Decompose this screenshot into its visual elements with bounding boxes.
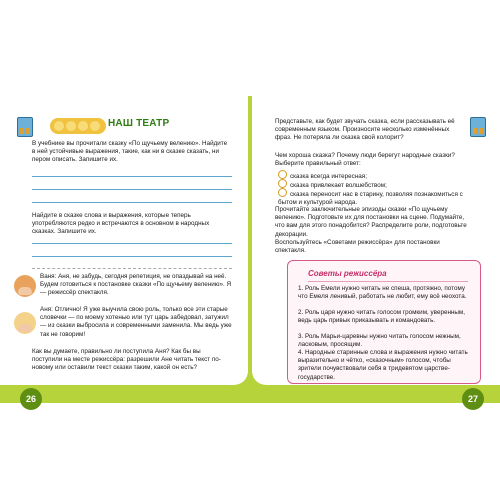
option-3[interactable]: сказка переносит нас в старину, позволяя познакомиться с бытом и культурой народа. — [278, 188, 468, 207]
option-2[interactable]: сказка привлекает волшебством; — [278, 179, 468, 190]
tip-3: 3. Роль Марьи-царевны нужно читать голосом нежным, ласковым, просящим. — [298, 333, 461, 349]
divider — [32, 268, 232, 269]
intro-text: Представьте, как будет звучать сказка, если рассказывать её современным языком. Произносите несколько изменённых фраз. Не потеряла ли сказка свой колорит? — [275, 118, 455, 142]
card-title: Советы режиссёра — [308, 269, 387, 278]
dialog-vanya: Ваня: Аня, не забудь, сегодня репетиция, не опаздывай на неё. Будем готовиться к постановке сказки «По щучьему велению». Я — режиссёр спектакля. — [40, 273, 232, 297]
tip-4: 4. Народные старинные слова и выражения нужно читать выразительно и чётко, «сказочным» голосом, чтобы зрители почувствовали себя в тридевятом царстве-государстве. — [298, 349, 468, 381]
task-1-text: В учебнике вы прочитали сказку «По щучьему велению». Найдите в ней устойчивые выражения, такие, как ни в сказке сказать, ни пером описать. Запишите их. — [32, 140, 228, 164]
answer-line[interactable] — [32, 202, 232, 203]
theatre-badge — [50, 118, 106, 134]
radio-icon — [278, 188, 287, 197]
page-number-left: 26 — [20, 388, 42, 410]
top-margin — [0, 0, 500, 96]
book-icon — [17, 117, 33, 137]
card-divider — [308, 281, 468, 282]
radio-icon — [278, 170, 287, 179]
question-text: Как вы думаете, правильно ли поступила Аня? Как бы вы поступили на месте режиссёра: разрешили Ане читать текст по-новому или оставили текст сказки таким, какой он есть? — [32, 348, 221, 372]
anya-avatar — [14, 312, 36, 334]
page-number-right: 27 — [462, 388, 484, 410]
book-icon — [470, 117, 486, 137]
paragraph-2: Прочитайте заключительные эпизоды сказки «По щучьему велению». Подготовьте их для постановки на сцене. Подумайте, что вам для этого понадобится? Распределите роли, подготовьте декорации. — [275, 206, 467, 238]
question-text: Чем хороша сказка? Почему люди берегут народные сказки? Выберите правильный ответ: — [275, 152, 455, 168]
tip-2: 2. Роль царя нужно читать голосом громким, уверенным, ведь царь привык приказывать и командовать. — [298, 309, 466, 325]
answer-line[interactable] — [32, 189, 232, 190]
radio-icon — [278, 179, 287, 188]
tip-1: 1. Роль Емели нужно читать не спеша, протяжно, потому что Емеля ленивый, работать не любит, ему всё неохота. — [298, 285, 467, 301]
bottom-margin — [0, 403, 500, 500]
option-1[interactable]: сказка всегда интересная; — [278, 170, 468, 181]
answer-line[interactable] — [32, 243, 232, 244]
dialog-anya: Аня: Отлично! Я уже выучила свою роль, только все эти старые словечки — по моему хотенью или тут царь забедовал, затужил — из сказки выбросила и современными заменила. Мы ведь уже так не говорим! — [40, 306, 232, 338]
task-2-text: Найдите в сказке слова и выражения, которые теперь употребляются редко и встречаются в основном в народных сказках. Запишите их. — [32, 212, 210, 236]
vanya-avatar — [14, 275, 36, 297]
answer-line[interactable] — [32, 176, 232, 177]
section-title: НАШ ТЕАТР — [108, 118, 170, 129]
director-tips-card — [287, 260, 481, 384]
answer-line[interactable] — [32, 256, 232, 257]
paragraph-3: Воспользуйтесь «Советами режиссёра» для постановки спектакля. — [275, 239, 440, 255]
